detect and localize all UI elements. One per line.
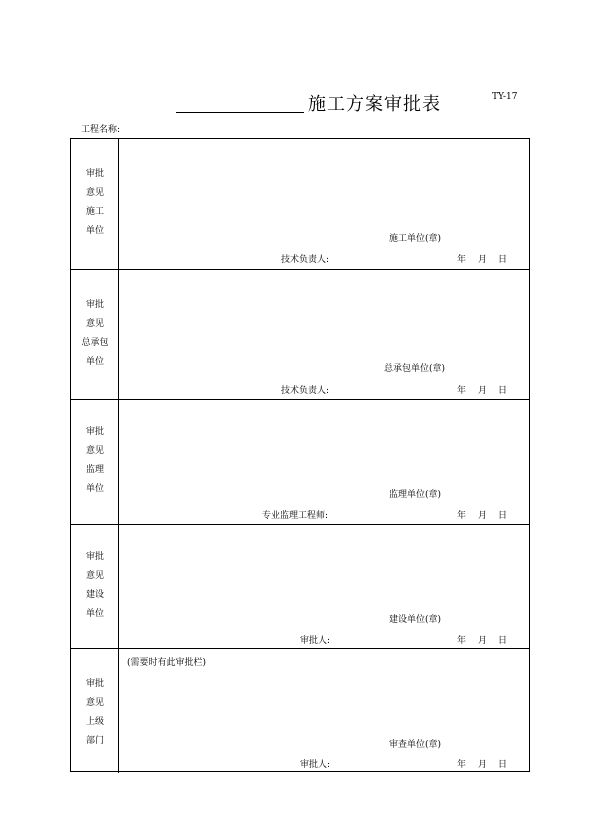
signer-label: 专业监理工程师:	[262, 511, 329, 521]
section-owner-unit	[71, 524, 529, 648]
date-day: 日	[498, 760, 508, 770]
section-label-line: 审批	[85, 679, 104, 689]
unit-stamp-label: 监理单位(章)	[389, 490, 442, 500]
section-label-line: 意见	[85, 446, 104, 456]
section-label-cell	[71, 649, 119, 773]
project-name-label: 工程名称:	[81, 125, 121, 135]
signer-label: 审批人:	[300, 760, 331, 770]
date-month: 月	[478, 636, 488, 646]
section-label-line: 总承包	[81, 338, 109, 348]
date-month: 月	[478, 760, 488, 770]
section-label-line: 单位	[85, 609, 104, 619]
section-label-line: 单位	[85, 226, 104, 236]
date-year: 年	[457, 386, 467, 396]
section-label-line: 审批	[85, 300, 104, 310]
page-title: 施工方案审批表	[308, 94, 441, 115]
date-year: 年	[457, 760, 467, 770]
section-supervision-unit	[71, 399, 529, 524]
date-month: 月	[478, 511, 488, 521]
date-day: 日	[498, 255, 508, 265]
section-label-line: 意见	[85, 571, 104, 581]
date-day: 日	[498, 636, 508, 646]
unit-stamp-label: 总承包单位(章)	[384, 364, 446, 374]
section-label-line: 审批	[85, 427, 104, 437]
section-label-line: 单位	[85, 357, 104, 367]
title-underline-blank	[176, 112, 304, 113]
date-month: 月	[478, 255, 488, 265]
form-code: TY-17	[492, 92, 518, 102]
section-label-cell	[71, 525, 119, 648]
section-label-cell	[71, 139, 119, 269]
signer-label: 技术负责人:	[281, 386, 330, 396]
section-label-line: 审批	[85, 552, 104, 562]
section-label-line: 单位	[85, 484, 104, 494]
section-superior-department	[71, 648, 529, 773]
section-label-line: 审批	[85, 169, 104, 179]
unit-stamp-label: 审查单位(章)	[389, 740, 442, 750]
date-year: 年	[457, 636, 467, 646]
date-year: 年	[457, 511, 467, 521]
signer-label: 审批人:	[300, 636, 331, 646]
section-label-cell	[71, 400, 119, 524]
section-label-line: 上级	[85, 717, 104, 727]
date-year: 年	[457, 255, 467, 265]
section-construction-unit	[71, 139, 529, 269]
date-day: 日	[498, 511, 508, 521]
section-label-line: 施工	[85, 207, 104, 217]
date-day: 日	[498, 386, 508, 396]
signer-label: 技术负责人:	[281, 255, 330, 265]
approval-form-table	[70, 138, 530, 772]
section-label-line: 意见	[85, 319, 104, 329]
section-label-line: 意见	[85, 188, 104, 198]
unit-stamp-label: 建设单位(章)	[389, 615, 442, 625]
section-label-cell	[71, 270, 119, 399]
section-label-line: 意见	[85, 698, 104, 708]
section-label-line: 监理	[85, 465, 104, 475]
section-general-contractor	[71, 269, 529, 399]
unit-stamp-label: 施工单位(章)	[389, 234, 442, 244]
section-label-line: 建设	[85, 590, 104, 600]
date-month: 月	[478, 386, 488, 396]
section-note: (需要时有此审批栏)	[127, 658, 207, 668]
section-label-line: 部门	[85, 736, 104, 746]
